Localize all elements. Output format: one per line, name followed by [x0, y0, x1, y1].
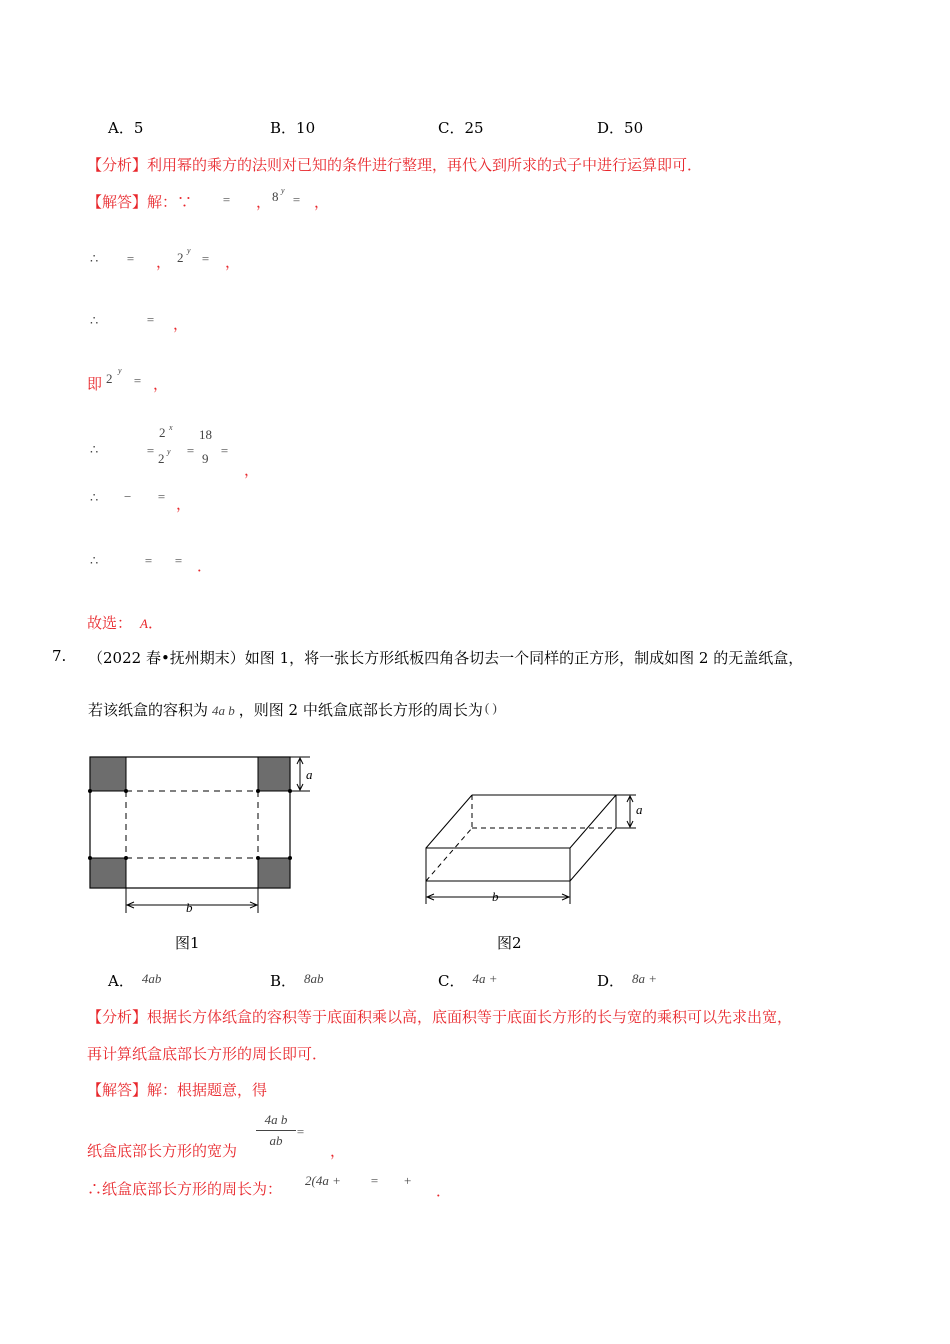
- q6-choose: 故选： A．: [87, 614, 163, 632]
- math-eq: =: [370, 1173, 379, 1188]
- math-eq: =: [144, 553, 153, 568]
- fig1-caption: 图1: [175, 934, 200, 952]
- q7-stem-line2: 若该纸盒的容积为 4a b ，则图 2 中纸盒底部长方形的周长为 ( ): [88, 700, 497, 719]
- punct: ，: [153, 375, 169, 393]
- q7-option-b: B． 8ab: [270, 971, 324, 990]
- label-b: b: [186, 900, 193, 915]
- volume-expr: 4a b: [212, 703, 235, 718]
- math-eq: =: [201, 251, 210, 266]
- q7-source: （2022 春•抚州期末）: [88, 649, 245, 667]
- punct: ．: [436, 1182, 452, 1200]
- q6-option-a: A．5: [108, 119, 144, 137]
- q7-analysis-line2: 再计算纸盒底部长方形的周长即可．: [87, 1045, 328, 1063]
- fraction-1: 2 x 2 y: [158, 425, 173, 466]
- width-fraction: 4a b ab: [256, 1112, 296, 1149]
- figure-2: [420, 790, 650, 915]
- therefore: ∴: [90, 313, 99, 328]
- math-eq: =: [157, 489, 166, 504]
- label-a: a: [306, 767, 313, 782]
- therefore: ∴: [90, 553, 99, 568]
- corner-square: [90, 757, 126, 791]
- punct: ，: [314, 193, 330, 211]
- corner-square: [90, 858, 126, 888]
- answer-intro: 解：∵: [147, 193, 193, 211]
- perimeter-expr: 2(4a +: [305, 1173, 341, 1188]
- punct: ，: [225, 253, 241, 271]
- punct: ．: [197, 557, 213, 575]
- punct: ，: [244, 461, 260, 479]
- math-exp: y: [281, 186, 285, 195]
- math-exp: y: [187, 246, 191, 255]
- math-eq: =: [186, 443, 195, 458]
- choose-answer: A: [140, 616, 148, 631]
- figure-1: [88, 755, 318, 915]
- math-eq: =: [126, 251, 135, 266]
- math-2: 2: [177, 250, 184, 265]
- q7-perimeter-text: ∴纸盒底部长方形的周长为：: [87, 1180, 283, 1198]
- math-eq: =: [292, 192, 301, 207]
- math-minus: −: [124, 489, 132, 504]
- math-eq: =: [146, 312, 155, 327]
- math-eq: =: [174, 553, 183, 568]
- math-eq: =: [296, 1124, 305, 1139]
- fraction-2: 18 9: [199, 427, 212, 466]
- math-eq: =: [222, 192, 231, 207]
- answer-blank: ( ): [484, 700, 497, 715]
- q7-option-c: C． 4a +: [438, 971, 498, 990]
- math-eq: =: [146, 443, 155, 458]
- fig2-caption: 图2: [497, 934, 522, 952]
- q7-stem-line1: （2022 春•抚州期末）如图 1，将一张长方形纸板四角各切去一个同样的正方形，制成如图 2 的无盖纸盒，: [88, 649, 804, 667]
- therefore: ∴: [90, 490, 99, 505]
- therefore: ∴: [90, 442, 99, 457]
- q7-option-a: A． 4ab: [108, 971, 162, 990]
- ji: 即: [87, 375, 103, 393]
- answer-tag: 【解答】: [87, 193, 148, 211]
- math-exp: y: [118, 366, 122, 375]
- punct: ，: [173, 315, 189, 333]
- math-2: 2: [106, 371, 113, 386]
- q7-answer-line: 【解答】解：根据题意，得: [87, 1081, 268, 1099]
- q6-option-c: C．25: [438, 119, 484, 137]
- math-8: 8: [272, 189, 279, 204]
- corner-square: [258, 858, 290, 888]
- label-b: b: [492, 889, 499, 904]
- math-plus: +: [404, 1173, 412, 1188]
- q7-analysis-line1: 【分析】根据长方体纸盒的容积等于底面积乘以高，底面积等于底面长方形的长与宽的乘积可以先求出宽，: [87, 1008, 793, 1026]
- punct: ，: [176, 495, 192, 513]
- math-eq: =: [133, 373, 142, 388]
- q6-option-b: B．10: [270, 119, 316, 137]
- q6-answer-line: [87, 191, 192, 212]
- punct: ，: [156, 253, 172, 271]
- q7-number: 7.: [52, 647, 67, 665]
- q6-option-d: D．50: [597, 119, 644, 137]
- punct: ，: [330, 1142, 346, 1160]
- analysis-tag: 【分析】: [87, 156, 148, 174]
- q6-analysis: [87, 154, 702, 175]
- corner-square: [258, 757, 290, 791]
- q7-width-text: 纸盒底部长方形的宽为: [87, 1142, 238, 1160]
- punct: ，: [256, 193, 272, 211]
- analysis-text: 利用幂的乘方的法则对已知的条件进行整理，再代入到所求的式子中进行运算即可．: [147, 156, 703, 174]
- therefore: ∴: [90, 251, 99, 266]
- math-eq: =: [220, 443, 229, 458]
- q7-option-d: D． 8a +: [597, 971, 658, 990]
- label-a: a: [636, 802, 643, 817]
